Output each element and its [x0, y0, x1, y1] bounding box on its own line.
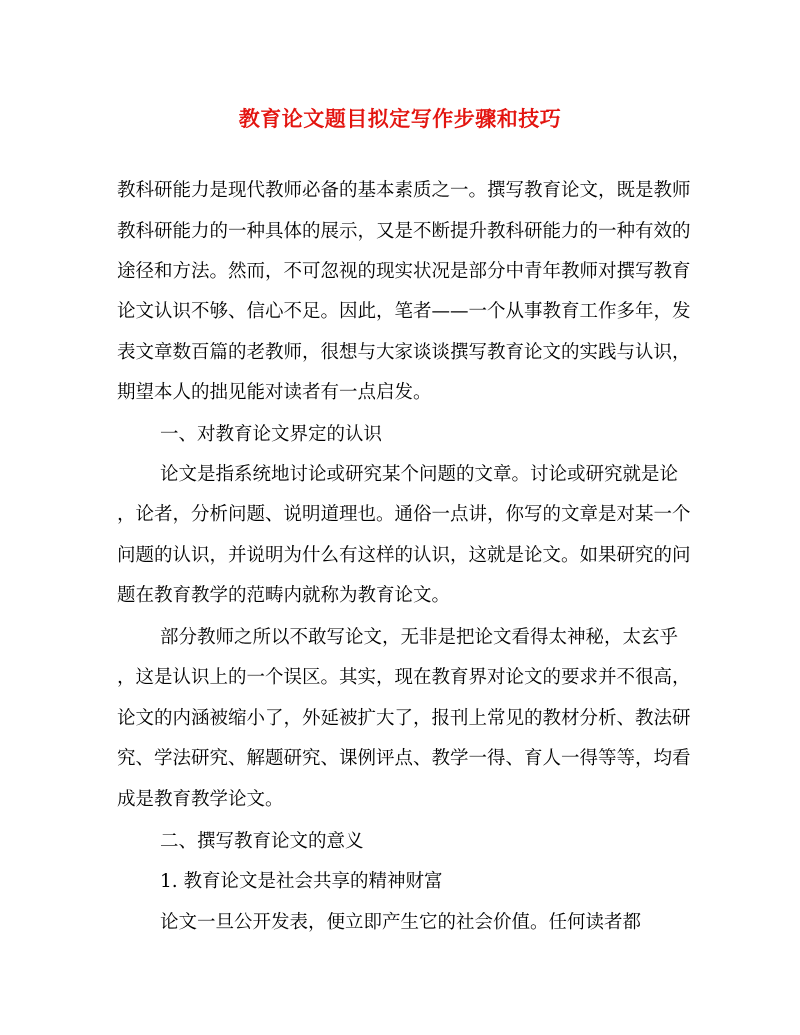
section-heading: 一、对教育论文界定的认识: [160, 424, 383, 445]
paragraph-line: ，论者，分析问题、说明道理也。通俗一点讲，你写的文章是对某一个: [117, 504, 691, 525]
paragraph-line: 题在教育教学的范畴内就称为教育论文。: [117, 585, 451, 606]
paragraph-line: 论文认识不够、信心不足。因此，笔者——一个从事教育工作多年，发: [117, 301, 691, 322]
paragraph-line: 论文是指系统地讨论或研究某个问题的文章。讨论或研究就是论: [160, 464, 679, 485]
paragraph-line: 途径和方法。然而，不可忽视的现实状况是部分中青年教师对撰写教育: [117, 261, 691, 282]
section-heading: 二、撰写教育论文的意义: [160, 831, 364, 852]
paragraph-line: 问题的认识，并说明为什么有这样的认识，这就是论文。如果研究的问: [117, 545, 691, 566]
paragraph-line: 究、学法研究、解题研究、课例评点、教学一得、育人一得等等，均看: [117, 748, 691, 769]
paragraph-line: 论文一旦公开发表，便立即产生它的社会价值。任何读者都: [160, 912, 642, 933]
paragraph-line: 部分教师之所以不敢写论文，无非是把论文看得太神秘，太玄乎: [160, 627, 679, 648]
document-title: 教育论文题目拟定写作步骤和技巧: [238, 106, 562, 131]
paragraph-line: 教科研能力是现代教师必备的基本素质之一。撰写教育论文，既是教师: [117, 180, 691, 201]
paragraph-line: 期望本人的拙见能对读者有一点启发。: [117, 382, 432, 403]
paragraph-line: 表文章数百篇的老教师，很想与大家谈谈撰写教育论文的实践与认识，: [117, 342, 691, 363]
paragraph-line: 教科研能力的一种具体的展示，又是不断提升教科研能力的一种有效的: [117, 221, 691, 242]
subsection-heading: 1. 教育论文是社会共享的精神财富: [160, 871, 443, 892]
paragraph-line: 论文的内涵被缩小了，外延被扩大了，报刊上常见的教材分析、教法研: [117, 708, 691, 729]
paragraph-line: ，这是认识上的一个误区。其实，现在教育界对论文的要求并不很高，: [117, 667, 691, 688]
paragraph-line: 成是教育教学论文。: [117, 789, 284, 810]
